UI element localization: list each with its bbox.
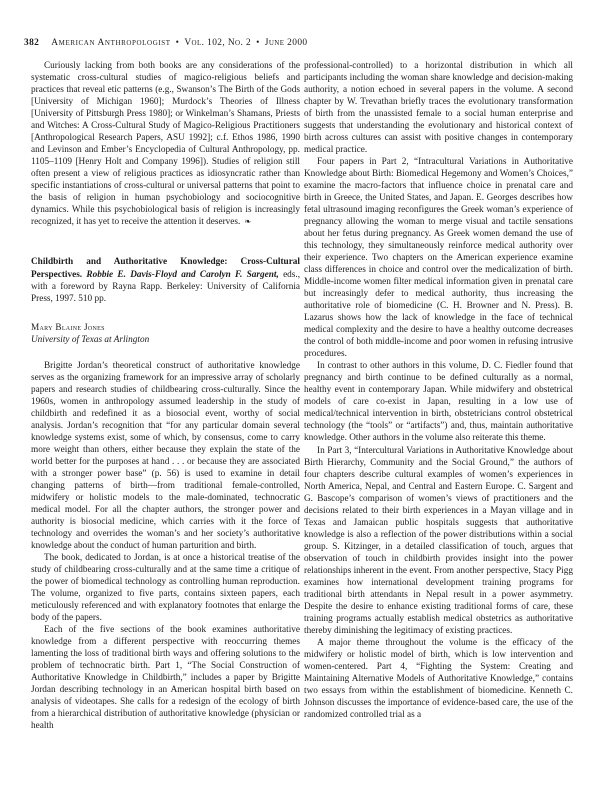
body-paragraph: The book, dedicated to Jordan, is at once a historical treatise of the study of childbearing cross-culturally and at the same time a critique of the power of biomedical technology as controlling human reproduction. The volume, organized to five parts, contains sixteen papers, each meticulously referenced and with explanatory footnotes that enlarge the body of the papers. [31,553,300,624]
right-column [304,60,573,721]
separator: • [256,38,260,48]
body-paragraph: In Part 3, “Intercultural Variations in Authoritative Knowledge about Birth Hierarchy, Community and the Social Ground,” the authors of four chapters describe cultural examples of women’s experiences in North America, Nepal, and Central and Eastern Europe. C. Sargent and G. Bascope’s comparison of women’s views of practitioners and the decisions related to their birth experiences in a Mayan village and in Texas and Jamaican public hospitals suggests that authoritative knowledge is also a reflection of the power distributions within a social group. S. Kitzinger, in a detailed classification of touch, argues that observation of touch in childbirth provides insight into the power relationships inherent in the event. From another perspective, Stacy Pigg examines how international development training programs for traditional birth attendants in Nepal result in a power asymmetry. Despite the desire to enhance existing traditional forms of care, these training programs actually establish medical obstetrics as authoritative thereby diminishing the legitimacy of existing practices. [304,445,573,636]
journal-name: American Anthropologist [51,38,171,48]
body-paragraph: Four papers in Part 2, “Intracultural Variations in Authoritative Knowledge about Birth: Biomedical Hegemony and Women’s Choices,” examine the macro-factors that influence choice in prenatal care and birth in Greece, the United States, and Japan. E. Georges describes how fetal ultrasound imaging reconfigures the Greek woman’s experience of pregnancy allowing the woman to merge visual and tactile sensations about her fetus during pregnancy. As Greek women demand the use of this technology, they simultaneously reinforce medical authority over their experience. Two chapters on the American experience examine class differences in choice and control over the medicalization of birth. Middle-income women filter medical information given in prenatal care but increasingly defer to medical authority, thus increasing the authoritative role of biomedicine (C. H. Browner and N. Press). B. Lazarus shows how the lack of knowledge in the face of technical medical complexity and the desire to have a healthy outcome decreases the control of both middle-income and poor women in refusing intrusive procedures. [304,157,573,360]
end-of-review-mark: ❧ [244,217,252,227]
review-heading [31,256,300,306]
body-paragraph: Brigitte Jordan’s theoretical construct of authoritative knowledge serves as the organizing framework for an impressive array of scholarly papers and research studies of childbearing cross-culturally. Since the 1960s, women in anthropology assumed leadership in the study of childbirth and redefined it as a biosocial event, worthy of social analysis. Jordan’s recognition that “for any particular domain several knowledge systems exist, some of which, by consensus, come to carry more weight than others, either because they explain the state of the world better for the purposes at hand . . . or because they are associated with a stronger power base” (p. 56) is used to examine in detail changing patterns of birth—from traditional female-controlled, midwifery or holistic models to the male-dominated, technocratic medical model. For all the chapter authors, the stronger power and authority is biosocial medicine, which carries with it the force of technology and overrides the woman’s and her society’s authoritative knowledge about the conduct of human parturition and birth. [31,360,300,552]
review-book-publication: eds., with a foreword by Rayna Rapp. Berkeley: University of California Press, 1997. 510 pp. [31,269,301,305]
body-paragraph: In contrast to other authors in this volume, D. C. Fiedler found that pregnancy and birth continue to be defined culturally as a normal, healthy event in contemporary Japan. While midwifery and obstetrical models of care co-exist in Japan, resulting in a low use of medical/technical intervention in birth, obstetricians control obstetrical technology (the “tools” or “artifacts”) and, thus, maintain authoritative knowledge. Other authors in the volume also reiterate this theme. [304,361,573,444]
body-paragraph: Each of the five sections of the book examines authoritative knowledge from a different perspective with reoccurring themes lamenting the loss of traditional birth ways and offering solutions to the problem of technocratic birth. Part 1, “The Social Construction of Authoritative Knowledge in Childbirth,” includes a paper by Brigitte Jordan describing technology in an American hospital birth based on analysis of videotapes. She calls for a redesign of the ecology of birth from a hierarchical distribution of authoritative knowledge (physician or health [31,625,300,732]
reviewer-name: Mary Blaine Jones [31,322,105,333]
issue-date: June 2000 [264,38,308,48]
left-column [31,60,300,732]
reviewer-affiliation: University of Texas at Arlington [31,334,150,345]
body-paragraph: A major theme throughout the volume is the efficacy of the midwifery or holistic model of birth, which is low intervention and women-centered. Part 4, “Fighting the System: Creating and Maintaining Alternative Models of Authoritative Knowledge,” contains two essays from within the establishment of biomedicine. Kenneth C. Johnson discusses the importance of evidence-based care, the use of the randomized controlled trial as a [304,637,573,720]
running-head [24,38,584,48]
review-book-editors: Robbie E. Davis-Floyd and Carolyn F. Sargent, [86,269,279,280]
body-paragraph: professional-controlled) to a horizontal distribution in which all participants including the woman share knowledge and decision-making authority, a notion echoed in several papers in the volume. A second chapter by W. Trevathan briefly traces the evolutionary transformation of birth from the unassisted female to a social human enterprise and suggests that understanding the evolutionary and historical context of birth across cultures can assist with positive changes in contemporary medical practice. [304,61,573,156]
volume-issue: Vol. 102, No. 2 [184,38,252,48]
page-number: 382 [24,38,40,48]
review-book-title: Childbirth and Authoritative Knowledge: Cross-Cultural Perspectives. [31,257,300,280]
separator: • [175,38,180,48]
previous-review-paragraph: Curiously lacking from both books are any considerations of the systematic cross-cultural studies of magico-religious beliefs and practices that reveal etic patterns (e.g., Swanson’s The Birth of the Gods [University of Michigan 1960]; Murdock’s Theories of Illness [University of Pittsburgh Press 1980]; or Winkelman’s Shamans, Priests and Witches: A Cross-Cultural Study of Magico-Religious Practitioners [Anthropological Research Papers, ASU 1992]; c.f. Ethos 1986, 1990 and Levinson and Ember’s Encyclopedia of Cultural Anthropology, pp. 1105–1109 [Henry Holt and Company 1996]). Studies of religion still often present a view of religious practices as idiosyncratic rather than specific instantiations of cross-cultural or universal patterns that point to the basis of religion in human psychobiology and sociocognitive dynamics. While this psychobiological basis of religion is increasingly recognized, it has yet to receive the attention it deserves. ❧ [31,61,300,228]
